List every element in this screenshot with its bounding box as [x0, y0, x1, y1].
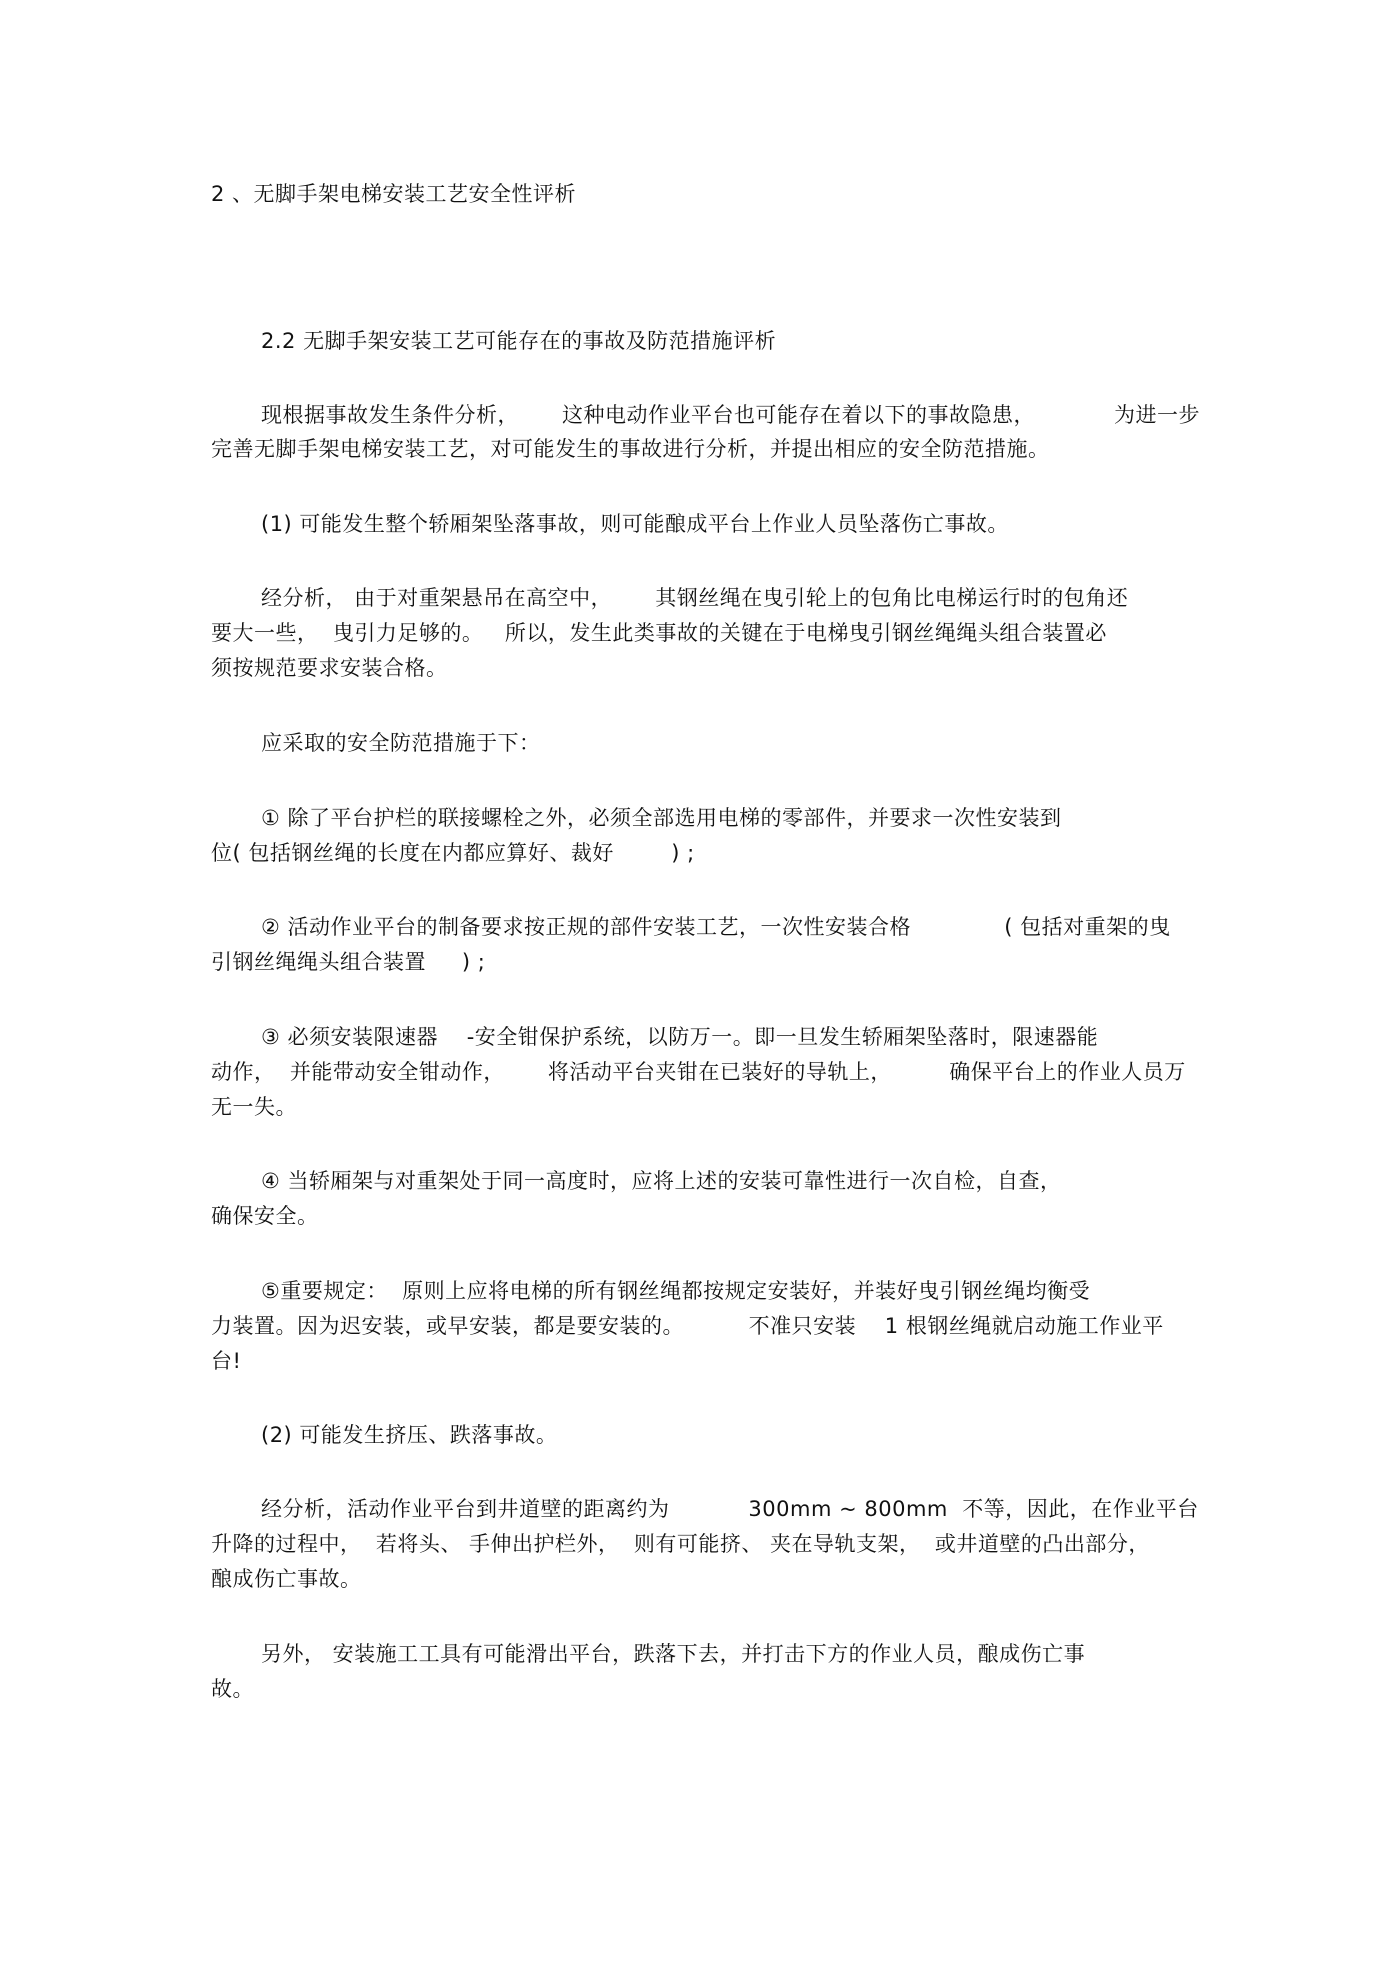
text-line: 现根据事故发生条件分析， 这种电动作业平台也可能存在着以下的事故隐患， 为进一步 — [261, 403, 1200, 427]
text-line: 无一失。 — [211, 1095, 297, 1119]
text-line: (2) 可能发生挤压、跌落事故。 — [261, 1423, 558, 1447]
text-line: 经分析，活动作业平台到井道壁的距离约为 300mm ~ 800mm 不等，因此，在作业平台 — [261, 1497, 1199, 1521]
text-line: 须按规范要求安装合格。 — [211, 656, 448, 680]
text-line: 另外， 安装施工工具有可能滑出平台，跌落下去，并打击下方的作业人员，酿成伤亡事 — [261, 1642, 1086, 1666]
text-line: 引钢丝绳绳头组合装置 ) ; — [211, 950, 486, 974]
text-line: 要大一些， 曳引力足够的。 所以，发生此类事故的关键在于电梯曳引钢丝绳绳头组合装置必 — [211, 621, 1107, 645]
text-line: (1) 可能发生整个轿厢架坠落事故，则可能酿成平台上作业人员坠落伤亡事故。 — [261, 512, 1009, 536]
section-heading: 2 、无脚手架电梯安装工艺安全性评析 — [211, 182, 577, 206]
text-line: ① 除了平台护栏的联接螺栓之外，必须全部选用电梯的零部件，并要求一次性安装到 — [261, 806, 1062, 830]
text-line: ④ 当轿厢架与对重架处于同一高度时，应将上述的安装可靠性进行一次自检，自查， — [261, 1169, 1062, 1193]
text-line: ③ 必须安装限速器 -安全钳保护系统，以防万一。即一旦发生轿厢架坠落时，限速器能 — [261, 1025, 1099, 1049]
text-line: 完善无脚手架电梯安装工艺，对可能发生的事故进行分析，并提出相应的安全防范措施。 — [211, 437, 1050, 461]
subsection-heading: 2.2 无脚手架安装工艺可能存在的事故及防范措施评析 — [261, 329, 777, 353]
text-line: 确保安全。 — [211, 1204, 319, 1228]
text-line: 台! — [211, 1349, 242, 1373]
text-line: 故。 — [211, 1677, 254, 1701]
text-line: 酿成伤亡事故。 — [211, 1567, 362, 1591]
text-line: 经分析， 由于对重架悬吊在高空中， 其钢丝绳在曳引轮上的包角比电梯运行时的包角还 — [261, 586, 1129, 610]
text-line: 力装置。因为迟安装，或早安装，都是要安装的。 不准只安装 1 根钢丝绳就启动施工作业平 — [211, 1314, 1164, 1338]
text-line: ② 活动作业平台的制备要求按正规的部件安装工艺，一次性安装合格 ( 包括对重架的曳 — [261, 915, 1171, 939]
text-line: 位( 包括钢丝绳的长度在内都应算好、裁好 ) ; — [211, 841, 695, 865]
text-line: 应采取的安全防范措施于下： — [261, 731, 541, 755]
text-line: 升降的过程中， 若将头、 手伸出护栏外， 则有可能挤、 夹在导轨支架， 或井道壁的凸出部分， — [211, 1532, 1150, 1556]
text-line: 动作， 并能带动安全钳动作， 将活动平台夹钳在已装好的导轨上， 确保平台上的作业人员万 — [211, 1060, 1186, 1084]
text-line: ⑤重要规定： 原则上应将电梯的所有钢丝绳都按规定安装好，并装好曳引钢丝绳均衡受 — [261, 1279, 1091, 1303]
